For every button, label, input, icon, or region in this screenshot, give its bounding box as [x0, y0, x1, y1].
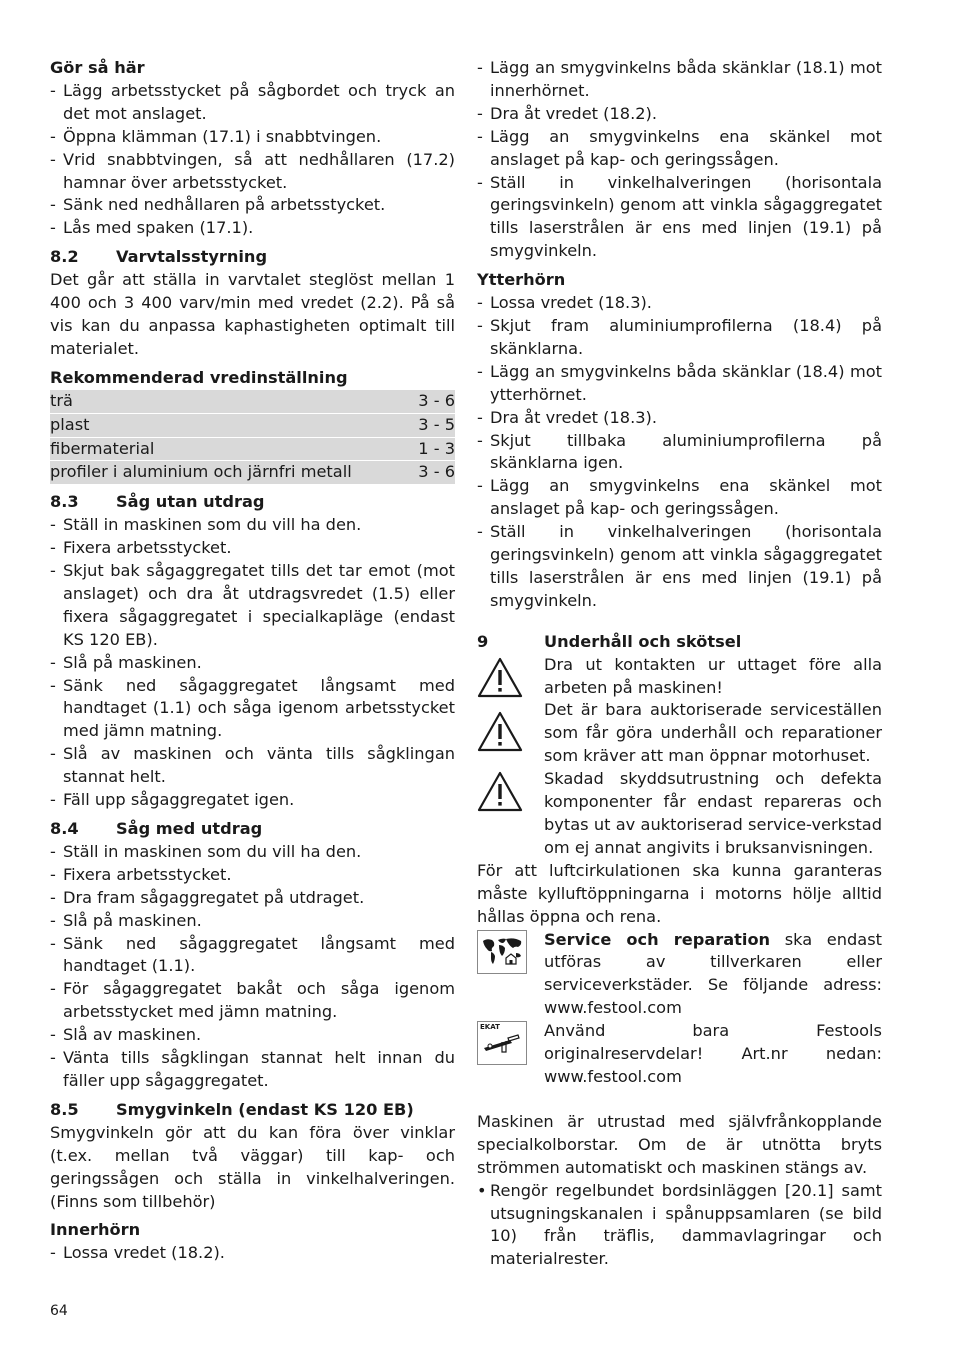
warning-icons: [477, 654, 544, 860]
list-item: - Lägg an smygvinkelns båda skänklar (18.4) mot ytterhörnet.: [477, 361, 882, 407]
paragraph-kolborstar: Maskinen är utrustad med självfrånkopplande specialkolborstar. Om de är utnötta bryts strömmen automatiskt och maskinen stängs av.: [477, 1111, 882, 1177]
section-number: 8.3: [50, 492, 79, 512]
paragraph-service: [544, 929, 882, 1021]
table-cell-material: trä: [50, 390, 411, 413]
warning-block: [477, 654, 882, 860]
left-column: [50, 57, 455, 1265]
list-item: - Vrid snabbtvingen, så att nedhållaren (17.2) hamnar över arbetsstycket.: [50, 149, 455, 195]
section-number: 8.2: [50, 247, 79, 267]
reserv-block: [477, 1020, 882, 1089]
warning-text: Dra ut kontakten ur uttaget före alla arbeten på maskinen!: [544, 654, 882, 697]
service-bold: Service och reparation: [544, 929, 771, 949]
list-item: - Skjut tillbaka aluminiumprofilerna på skänklarna igen.: [477, 430, 882, 476]
table-cell-value: 1 - 3: [411, 437, 455, 461]
section-heading-8-2: [50, 246, 455, 269]
table-cell-material: fibermaterial: [50, 437, 411, 461]
section-heading-8-4: [50, 818, 455, 841]
paragraph-reservdelar: Använd bara Festools originalreservdelar! Art.nr nedan: www.festool.com: [544, 1021, 882, 1086]
section-heading-9: [477, 631, 882, 654]
list-8-4: [50, 841, 455, 1093]
list-item: - Fäll upp sågaggregatet igen.: [50, 789, 455, 812]
warning-texts: [544, 654, 882, 860]
list-item: - Slå på maskinen.: [50, 652, 455, 675]
list-ytterhorn: [477, 292, 882, 613]
section-title: Såg med utdrag: [116, 819, 263, 838]
table-row: [50, 390, 455, 413]
ekat-spare-parts-icon: [477, 1021, 527, 1065]
section-title: Smygvinkeln (endast KS 120 EB): [116, 1099, 414, 1119]
list-item: - Ställ in vinkelhalveringen (horisontala geringsvinkeln) genom att vinkla sågaggregatet tills laserstrålen är ens med linjen (19.1) på smygvinkeln.: [477, 172, 882, 264]
ekat-label: EKAT: [480, 1023, 500, 1032]
service-text: ska endast utföras av tillverkaren eller serviceverkstäder. Se följande adress: www.festool.com: [544, 929, 882, 1018]
list-item: - Ställ in maskinen som du vill ha den.: [50, 514, 455, 537]
list-item: - Dra åt vredet (18.3).: [477, 407, 882, 430]
service-block: [477, 929, 882, 1021]
list-item: - Lägg an smygvinkelns ena skänkel mot anslaget på kap- och geringssågen.: [477, 126, 882, 172]
list-item: - Sänk ned sågaggregatet långsamt med handtaget (1.1) och såga igenom arbetsstycket med jämn matning.: [50, 675, 455, 744]
table-cell-value: 3 - 5: [411, 413, 455, 437]
section-number: 9: [477, 631, 489, 651]
section-heading-8-3: [50, 491, 455, 514]
list-item: - Fixera arbetsstycket.: [50, 864, 455, 887]
list-item: - Dra fram sågaggregatet på utdraget.: [50, 887, 455, 910]
section-title: Underhåll och skötsel: [544, 631, 742, 651]
list-gor-sa-har: [50, 80, 455, 240]
paragraph-luftcirkulation: För att luftcirkulationen ska kunna garanteras måste kylluftöppningarna i motorns hölje alltid hållas öppna och rena.: [477, 860, 882, 926]
warning-triangle-icon: [477, 770, 523, 812]
heading-ytterhorn: Ytterhörn: [477, 270, 566, 290]
page-number: 64: [50, 1303, 68, 1319]
list-item: - Skjut fram aluminiumprofilerna (18.4) på skänklarna.: [477, 315, 882, 361]
list-innerhorn-continued: [477, 57, 882, 263]
service-world-map-icon: [477, 930, 527, 974]
list-item: - För sågaggregatet bakåt och såga igenom arbetsstycket med jämn matning.: [50, 978, 455, 1024]
list-item: - Lossa vredet (18.3).: [477, 292, 882, 315]
bullet-item: • Rengör regelbundet bordsinläggen [20.1] samt utsugningskanalen i spånuppsamlaren (se bild 10) från träflis, dammavlagringar och materialrester.: [477, 1180, 882, 1272]
list-item: - Vänta tills sågklingan stannat helt innan du fäller upp sågaggregatet.: [50, 1047, 455, 1093]
list-item: - Lås med spaken (17.1).: [50, 217, 455, 240]
list-item: - Lägg an smygvinkelns ena skänkel mot anslaget på kap- och geringssågen.: [477, 475, 882, 521]
list-item: - Slå av maskinen.: [50, 1024, 455, 1047]
table-row: [50, 413, 455, 437]
list-item: - Sänk ned sågaggregatet långsamt med handtaget (1.1).: [50, 933, 455, 979]
heading-rekommenderad: Rekommenderad vredinställning: [50, 367, 348, 387]
list-item: - Slå på maskinen.: [50, 910, 455, 933]
list-item: - Skjut bak sågaggregatet tills det tar emot (mot anslaget) och dra åt utdragsvredet (1.5) eller fixera sågaggregatet i specialkapläge (endast KS 120 EB).: [50, 560, 455, 652]
list-item: - Fixera arbetsstycket.: [50, 537, 455, 560]
table-cell-value: 3 - 6: [411, 461, 455, 485]
table-cell-value: 3 - 6: [411, 390, 455, 413]
warning-text: Skadad skyddsutrustning och defekta komponenter får endast repareras och bytas ut av auktoriserad service-verkstad om ej annat angivits i bruksanvisningen.: [544, 769, 882, 857]
list-item: - Lägg arbetsstycket på sågbordet och tryck an det mot anslaget.: [50, 80, 455, 126]
table-row: [50, 461, 455, 485]
list-item: - Ställ in maskinen som du vill ha den.: [50, 841, 455, 864]
heading-innerhorn: Innerhörn: [50, 1220, 141, 1240]
table-cell-material: plast: [50, 413, 411, 437]
settings-table: [50, 390, 455, 486]
section-title: Varvtalsstyrning: [116, 247, 268, 267]
table-cell-material: profiler i aluminium och järnfri metall: [50, 461, 411, 485]
section-number: 8.5: [50, 1099, 79, 1119]
table-row: [50, 437, 455, 461]
heading-gor-sa-har: Gör så här: [50, 58, 145, 77]
warning-triangle-icon: [477, 710, 523, 752]
section-heading-8-5: [50, 1099, 455, 1122]
list-item: - Lossa vredet (18.2).: [50, 1242, 455, 1265]
list-8-3: [50, 514, 455, 812]
right-column: [477, 57, 882, 1271]
warning-text: Det är bara auktoriserade serviceställen som får göra underhåll och reparationer som kräver att man öppnar motorhuset.: [544, 700, 882, 766]
section-title: Såg utan utdrag: [116, 492, 265, 512]
warning-triangle-icon: [477, 656, 523, 698]
list-item: - Sänk ned nedhållaren på arbetsstycket.: [50, 194, 455, 217]
paragraph-varvtal: Det går att ställa in varvtalet steglöst mellan 1 400 och 3 400 varv/min med vredet (2.2). På så vis kan du anpassa kaphastigheten optimalt till materialet.: [50, 270, 455, 358]
list-item: - Ställ in vinkelhalveringen (horisontala geringsvinkeln) genom att vinkla sågaggregatet tills laserstrålen är ens med linjen (19.1) på smygvinkeln.: [477, 521, 882, 613]
list-item: - Öppna klämman (17.1) i snabbtvingen.: [50, 126, 455, 149]
section-number: 8.4: [50, 819, 79, 838]
list-item: - Lägg an smygvinkelns båda skänklar (18.1) mot innerhörnet.: [477, 57, 882, 103]
paragraph-smygvinkel: Smygvinkeln gör att du kan föra över vinklar (t.ex. mellan två väggar) till kap- och geringssågen och ställa in vinkelhalveringen. (Finns som tillbehör): [50, 1122, 455, 1211]
list-item: - Dra åt vredet (18.2).: [477, 103, 882, 126]
list-item: - Slå av maskinen och vänta tills sågklingan stannat helt.: [50, 743, 455, 789]
